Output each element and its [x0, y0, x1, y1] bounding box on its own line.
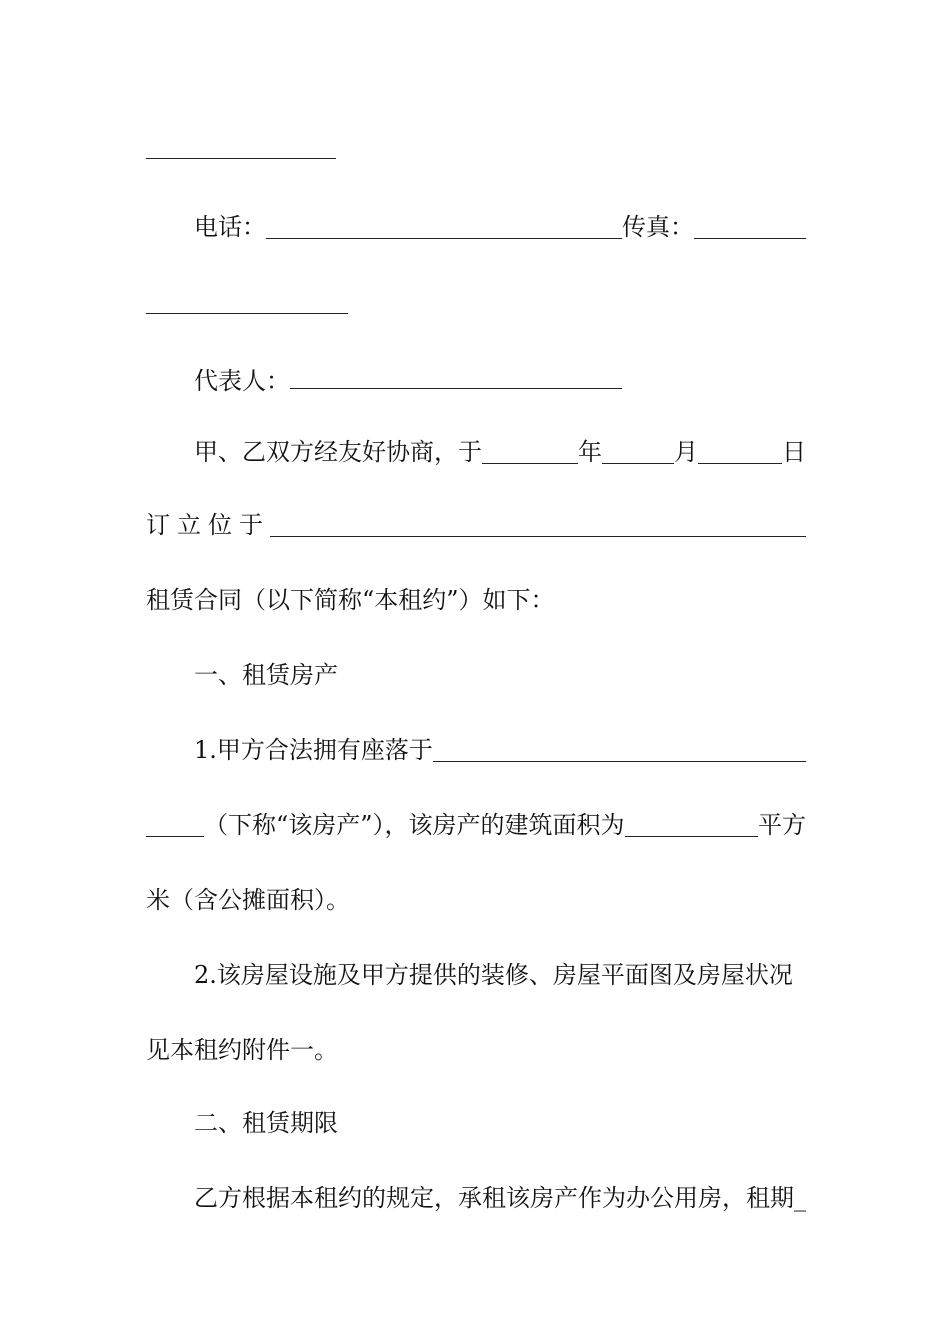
clause-1-2-line: [194, 958, 806, 992]
section-heading-2: [194, 1106, 806, 1140]
clause-text: 乙方根据本租约的规定，承租该房产作为办公用房，租期_: [194, 1184, 806, 1212]
address-continuation-line: [146, 130, 806, 164]
address-end-blank: [146, 808, 204, 837]
clause-text: 米（含公摊面积）。: [146, 886, 350, 914]
property-address-blank: [433, 733, 806, 762]
day-blank: [698, 435, 782, 464]
clause-2-line: [194, 1181, 806, 1215]
section-heading-1: [194, 658, 806, 692]
fax-label: 传真：: [622, 213, 694, 241]
unit-text: 平方: [758, 811, 806, 839]
clause-1-1-continued: [146, 808, 806, 842]
day-label: 日: [782, 438, 806, 466]
phone-fax-line: [194, 210, 806, 244]
representative-line: [194, 360, 806, 394]
date-line: [194, 435, 806, 469]
location-blank: [270, 508, 806, 537]
phone-label: 电话：: [194, 213, 266, 241]
clause-text: 见本租约附件一。: [146, 1036, 338, 1064]
year-blank: [482, 435, 578, 464]
representative-blank: [290, 360, 622, 389]
area-blank: [625, 808, 758, 837]
contract-name-line: [146, 583, 806, 617]
year-label: 年: [578, 438, 602, 466]
contract-name-text: 租赁合同（以下简称“本租约”）如下：: [146, 586, 555, 614]
clause-1-1-line: [194, 733, 806, 767]
fax-blank: [694, 210, 806, 239]
agreement-text: 甲、乙双方经友好协商，于: [194, 438, 482, 466]
location-line: [146, 508, 806, 542]
month-blank: [602, 435, 674, 464]
clause-1-1-end: [146, 883, 806, 917]
location-text: 订立位于: [146, 511, 270, 539]
section-title: 二、租赁期限: [194, 1109, 338, 1137]
clause-text: （下称“该房产”），该房产的建筑面积为: [204, 811, 625, 839]
phone-blank: [266, 210, 622, 239]
month-label: 月: [674, 438, 698, 466]
clause-text: 1.甲方合法拥有座落于: [194, 736, 433, 764]
section-title: 一、租赁房产: [194, 661, 338, 689]
clause-1-2-continued: [146, 1033, 806, 1067]
representative-label: 代表人：: [194, 367, 290, 395]
blank-field: [146, 285, 348, 314]
clause-text: 2.该房屋设施及甲方提供的装修、房屋平面图及房屋状况: [194, 961, 793, 989]
fax-continuation-line: [146, 285, 806, 319]
blank-field: [146, 130, 336, 159]
